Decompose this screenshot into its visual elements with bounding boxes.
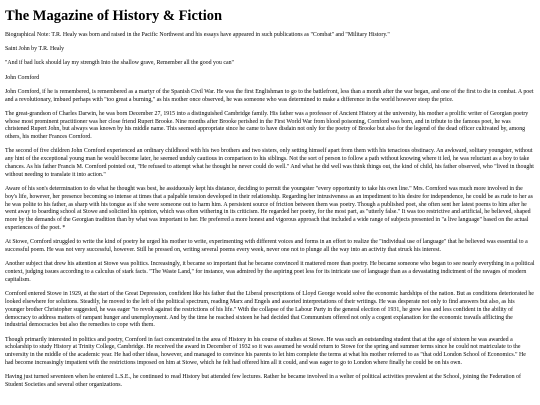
body-paragraph: Though primarily interested in politics and poetry, Cornford in fact concentrated in the area of History in his course of studies at Stowe. He was such an outstanding student that at the age of sixteen he was awarded a scholarship to study History at Trinity College, Cambridge. He received the award in December of 1932 so it was assumed he would return to Stowe for the spring and summer terms since he could not matriculate to the university in the middle of the academic year. He had other ideas, however, and managed to convince his parents to let him complete the terms at what his mother referred to as "that odd London School of Economics." He had become increasingly impatient with the restrictions imposed on him at Stowe, which he felt had offered him all it could, and was eager to go to London where finally he could be on his own. [5,336,526,366]
page-title: The Magazine of History & Fiction [5,8,223,24]
body-paragraph: Cornford entered Stowe in 1929, at the start of the Great Depression, confident like his father that the Liberal prescriptions of Lloyd George would solve the economic hardships of the nation. But as conditions deteriorated he looked elsewhere for solutions. Steadily, he moved to the left of the political spectrum, reading Marx and Engels and assorted interpretations of their writings. He was desperate not only to find answers but also, as his younger brother Christopher suggested, he was eager "to revolt against the restrictions of his life." With the collapse of the Labour Party in the general election of 1931, he grew less and less confident in the ability of democracy to address matters of rampant hunger and unemployment. And by the time he reached sixteen he had decided that Communism offered not only a cogent explanation for the economic travails afflicting the industrial democracies but also the remedies to cope with them. [5,291,534,329]
byline: Saint John by T.R. Healy [5,45,65,52]
epigraph: "And if bad luck should lay my strength Into the shallow grave, Remember all the good you can" [5,60,234,67]
body-paragraph: Another subject that drew his attention at Stowe was politics. Increasingly, it became so important that he became convinced it mattered more than poetry. He became someone who began to see nearly everything in a political context, judging issues according to a calculus of stark facts. "The Waste Land," for instance, was admired by the aspiring poet less for its intricate use of language than as a devastating indictment of the ravages of modern capitalism. [5,261,535,283]
body-paragraph: Aware of his son's determination to do what he thought was best, he assiduously kept his distance, deciding to permit the youngster "every opportunity to take his own line." Mrs. Cornford was much more involved in the boy's life, however, her presence becoming so intense at times that a palpable tension developed in their relationship. Regarding her intrusiveness as an impediment to his desire for independence, he could be as rude to her as he was polite to his father, as sharp with his tongue as if she were someone out to harm him. A persistent source of friction between them was poetry. Though a published poet, she often sent her latest poems to him after he went away to boarding school at Stowe and solicited his opinion, which was often withering in its criticism. He regarded her poetry, for the most part, as "utterly false." It was too restrictive and artificial, he believed, shaped more by the demands of the Georgian tradition than by what was important to her. He preferred a more honest and vigorous approach that included a wide range of subjects presented in "a live language" based on the actual experiences of the poet. * [5,186,533,232]
body-paragraph: John Cornford, if he is remembered, is remembered as a martyr of the Spanish Civil War. He was the first Englishman to go to the battlefront, less than a month after the war began, and one of the first to die in combat. A poet and a revolutionary, imbued perhaps with "too great a burning," as his mother once observed, he was someone who was determined to make a difference in the world however steep the price. [5,88,534,103]
epigraph-author: John Cornford [5,74,40,81]
body-paragraph: Having just turned seventeen when he entered L.S.E., he continued to read History but attended few lectures. Rather he became involved in a welter of political activities prevalent at the School, joining the Federation of Student Societies and several other organizations. [5,374,521,389]
body-paragraph: The great-grandson of Charles Darwin, he was born December 27, 1915 into a distinguished Cambridge family. His father was a professor of Ancient History at the university, his mother a prolific writer of Georgian poetry whose most prominent practitioner was her close friend Rupert Brooke. Nine months after Brooke perished in the First World War from blood poisoning, Cornford was born, and in tribute to the famous poet, he was christened Rupert John, but always was known by his middle name. This seemed appropriate since he came to have disdain not only for the poetry of Brooke but also for the legend of the dead officer cultivated by, among others, his mother Frances Cornford. [5,110,529,141]
body-paragraph: At Stowe, Cornford struggled to write the kind of poetry he urged his mother to write, experimenting with different voices and forms in an effort to realize the "individual use of language" that he believed was essential to a successful poem. He was not very successful, however. Still he pressed on, writing several poems every week, never one not to plunge all the way into an activity that struck his interest. [5,239,528,254]
bio-note: Biographical Note: T.R. Healy was born and raised in the Pacific Northwest and his essays have appeared in such publications as "Combat" and "Military History." [5,31,390,38]
body-paragraph: The second of five children John Cornford experienced an ordinary childhood with his two brothers and two sisters, only setting himself apart from them with his tenacious obstinacy. An awkward, solitary youngster, without any hint of the exceptional young man he would become later, he seemed unduly cautious in comparison to his siblings. Not the sort of person to follow a path without knowing where it led, he was reluctant as a boy to take chances. As his father Francis M. Cornford pointed out, "He refused to attempt what he thought he never could do well." And what he did well was think things out, the kind of child, his father observed, who "lived in thought without needing to translate it into action." [5,148,534,178]
